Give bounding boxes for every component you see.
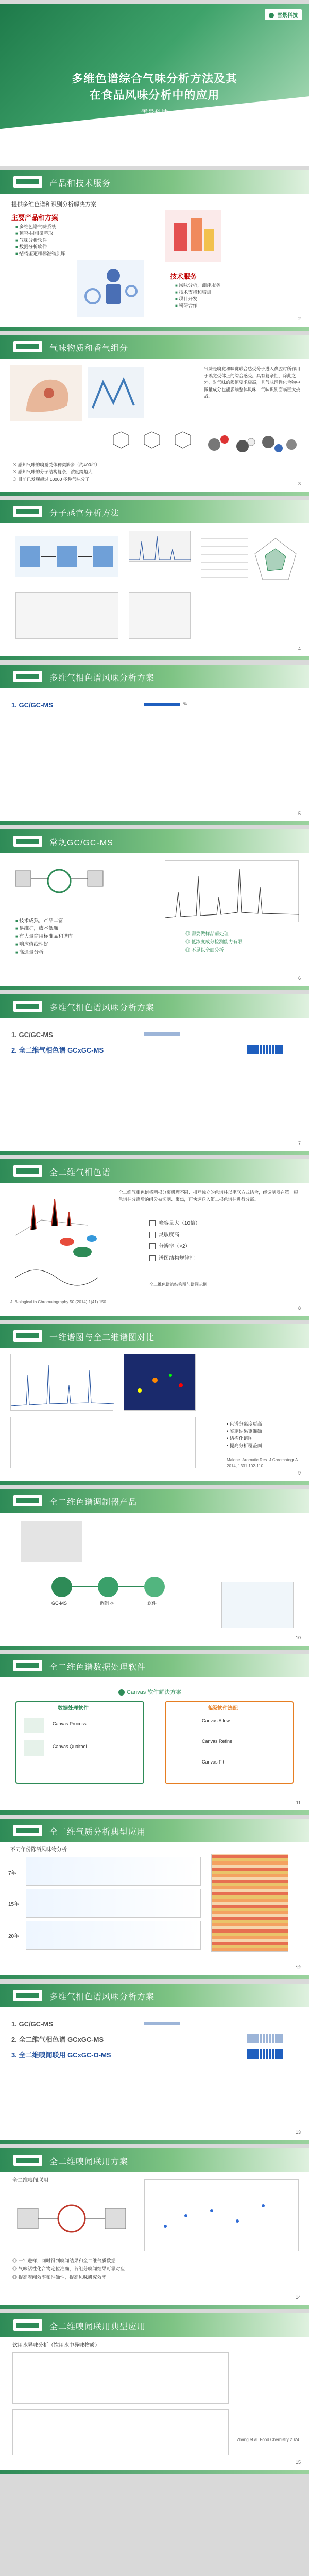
compare-note-1: • 色谱分离度更高 (227, 1421, 262, 1427)
list-item: ■ 响应值线性好 (15, 941, 73, 948)
analysis-photos (129, 592, 191, 639)
slide-footer (0, 1316, 309, 1320)
instrument-icon (165, 210, 221, 262)
cover-title-line1: 多维色谱综合气味分析方法及其 (71, 72, 237, 85)
header-title: 分子感官分析方法 (49, 509, 120, 518)
list-item: ■ 易维护，成本低廉 (15, 925, 73, 933)
gcxgc-column-diagram (10, 1262, 103, 1293)
flow-diagram-icon (31, 1571, 185, 1623)
gc-advantages-list (15, 917, 73, 956)
gcxgc-o-bullet-1: ◎ 一针进样，同时得到嗅闻结果和全二维气质数据 (12, 2258, 116, 2263)
radar-icon (252, 536, 299, 582)
flow-label: 软件 (147, 1601, 157, 1606)
page-number: 4 (298, 646, 301, 651)
feature-item (149, 1255, 200, 1263)
list-item: ■ 技术成熟，产品丰富 (15, 917, 73, 925)
list-item: ■ 顶空-固相微萃取 (15, 230, 65, 237)
method-item-1: 1. GC/GC-MS (11, 701, 53, 709)
slide-gcxgc-o (0, 2148, 309, 2309)
slide-modulator-products (0, 1489, 309, 1650)
data-table-image (201, 531, 247, 587)
header-title: 气味物质和香气组分 (49, 344, 129, 353)
gcxgc-o-schematic (12, 2188, 131, 2244)
slide-products (0, 170, 309, 331)
page-number: 13 (295, 2130, 301, 2135)
feature-icon (149, 1243, 156, 1249)
gc-limitation-3: ◎ 不足以全面分析 (185, 947, 224, 953)
instrument-photo (21, 1521, 82, 1562)
software-panel-left (15, 1701, 144, 1784)
receptor-icon (88, 367, 144, 418)
reference: Zhang et al. Food Chemistry 2024 (237, 2437, 299, 2442)
method-bar-1 (144, 703, 180, 706)
tech-service-title: 技术服务 (170, 273, 197, 280)
gc-schematic-icon (10, 860, 108, 902)
slide-sensory-methods (0, 500, 309, 660)
software-brand (118, 1689, 181, 1697)
workflow-icons (15, 536, 118, 577)
gc-schematic (10, 860, 108, 902)
slide-header (0, 1819, 309, 1842)
schematic-icon (12, 2188, 131, 2244)
page-number: 7 (298, 1141, 301, 1146)
list-item: ■ 多维色谱气味系统 (15, 224, 65, 230)
feature-icon (149, 1220, 156, 1226)
reference: Malone, Aromatic Res. J Chromatogr A 2014, 1331 102-110 (227, 1458, 298, 1468)
cover-date: 2025.4 (145, 117, 164, 125)
radar-chart (252, 536, 299, 582)
slide-footer (0, 2140, 309, 2144)
1d-chromatogram-icon (11, 1354, 114, 1411)
slide-header (0, 994, 309, 1018)
method-grid-2 (247, 1045, 283, 1054)
feature-label: 灵敏度高 (159, 1232, 179, 1238)
list-item: ■ 科研合作 (175, 302, 220, 309)
header-title: 全二维嗅闻联用方案 (49, 2158, 129, 2166)
cover-company: 雪景科技 (141, 109, 168, 116)
2d-peak-zoom (124, 1417, 196, 1468)
application-plot-top (12, 2352, 229, 2404)
feature-list (149, 1220, 200, 1262)
compare-note-2: • 鉴定结果更准确 (227, 1429, 262, 1434)
slide-mdgc-3 (0, 1984, 309, 2144)
method-item-3: 3. 全二维嗅闻联用 GCxGC-O-MS (11, 2051, 111, 2059)
header-title: 多维气相色谱风味分析方案 (49, 1004, 155, 1012)
slide-header (0, 170, 309, 194)
molecule-icons (204, 427, 302, 463)
gc-chromatogram-icon (165, 861, 299, 923)
note-3: ⊙ 目前已发现超过 10000 多种气味分子 (12, 477, 90, 482)
odor-description: 气味是嗅觉和味觉联合感受分子进入鼻腔时所作用于嗅觉受体上的综合感受。具有复杂性，除此之外，对气味的阈值要求极高，且气味活性化合物中微量成分也能影响整体风味，气味识别面临巨大挑战。 (204, 366, 301, 399)
brand-label: Canvas 软件解决方案 (127, 1689, 182, 1696)
slide-footer (0, 656, 309, 660)
slide-footer (0, 1481, 309, 1485)
page-number: 14 (295, 2295, 301, 2300)
slide-header (0, 1984, 309, 2007)
slide-header (0, 2313, 309, 2337)
1d-chromatogram (10, 1354, 113, 1411)
slide-header (0, 500, 309, 523)
feature-label: 峰容量大（10倍） (159, 1221, 201, 1226)
company-logo (265, 9, 302, 20)
gcxgc-o-contour (144, 2179, 299, 2251)
list-item: ■ 结构鉴定和标准物质库 (15, 250, 65, 257)
cover-slide (0, 4, 309, 166)
receptor-diagram (88, 367, 144, 418)
panel-title: 数据处理软件 (58, 1706, 89, 1711)
subtitle: 提供多维色谱和识别分析解决方案 (11, 201, 96, 208)
slide-header (0, 335, 309, 359)
page-number: 8 (298, 1306, 301, 1311)
list-item: ■ 高通量分析 (15, 948, 73, 956)
logo-icon (269, 13, 274, 18)
compare-note-4: • 提高分析覆盖面 (227, 1443, 262, 1448)
header-title: 全二维色谱调制器产品 (49, 1498, 138, 1507)
2d-contour-icon (124, 1354, 196, 1411)
year-label: 15年 (8, 1902, 20, 1907)
slide-footer (0, 1975, 309, 1979)
workflow-diagram (15, 536, 118, 577)
application-subtitle: 饮用水异味分析（饮用水中异味物质） (12, 2343, 100, 2348)
gcxgc-o-subtitle: 全二维嗅闻联用 (12, 2178, 48, 2183)
feature-label: 谱图结构规律性 (159, 1255, 195, 1261)
slide-header (0, 665, 309, 688)
feature-item (149, 1220, 200, 1228)
slide-header (0, 2148, 309, 2172)
sample-photos (15, 592, 118, 639)
slide-footer (0, 327, 309, 331)
list-item: ■ 有大量商用标准品和谱库 (15, 933, 73, 940)
note-1: ⊙ 感知气味的嗅觉受体种类繁多（约400种） (12, 462, 100, 467)
contour-plot-20y (26, 1921, 201, 1950)
logo-text: 雪景科技 (277, 13, 298, 19)
slide-footer (0, 986, 309, 990)
software-panel-right (165, 1701, 294, 1784)
method-item-2: 2. 全二维气相色谱 GCxGC-MS (11, 2036, 104, 2043)
gc-chromatogram (165, 860, 299, 922)
slide-conventional-gc (0, 829, 309, 990)
tech-service-list (175, 282, 220, 309)
page-number: 9 (298, 1470, 301, 1476)
column-icon (10, 1262, 103, 1293)
method-grid-2 (247, 2034, 283, 2043)
gcxgc-o-bullet-2: ◎ 气味活性化合物定位准确，各组分嗅闻结果可靠对应 (12, 2266, 125, 2272)
list-item: ■ 技术支持和培训 (175, 289, 220, 296)
slide-1d-vs-2d (0, 1324, 309, 1485)
slide-mdgc-2 (0, 994, 309, 1155)
header-title: 多维气相色谱风味分析方案 (49, 674, 155, 683)
modulator-product-photo (221, 1582, 294, 1628)
slide-header (0, 1324, 309, 1348)
method-bar-1 (144, 1032, 180, 1036)
header-title: 产品和技术服务 (49, 179, 111, 188)
flow-diagram (31, 1571, 185, 1623)
heatmap (211, 1854, 288, 1952)
slide-footer (0, 1810, 309, 1815)
feature-icon (149, 1232, 156, 1238)
slide-mdgc-intro (0, 665, 309, 825)
year-label: 7年 (8, 1871, 16, 1876)
figure-caption: 全二维色谱的结构图与谱图示例 (149, 1282, 207, 1287)
header-title: 一维谱图与全二维谱图对比 (49, 1333, 155, 1342)
method-item-2: 2. 全二维气相色谱 GCxGC-MS (11, 1046, 104, 1054)
application-plot-bottom (12, 2409, 229, 2455)
slide-footer (0, 492, 309, 496)
compare-note-3: • 结构化谱图 (227, 1436, 253, 1441)
main-products-list (15, 224, 65, 257)
list-item: ■ 气味分析软件 (15, 237, 65, 244)
method-item-1: 1. GC/GC-MS (11, 1031, 53, 1039)
page-number: 12 (295, 1965, 301, 1970)
list-item: ■ 项目开发 (175, 296, 220, 302)
gcxgc-o-bullet-3: ◎ 提高嗅闻效率和准确性，提高风味研究效率 (12, 2275, 107, 2280)
header-title: 常规GC/GC-MS (49, 839, 113, 848)
software-item: Canvas Allow (202, 1718, 230, 1723)
year-label: 20年 (8, 1934, 20, 1939)
slide-footer (0, 1151, 309, 1155)
method-grid-3 (247, 2049, 283, 2059)
olfactory-diagram (10, 365, 82, 421)
nose-icon (10, 365, 82, 421)
slide-canvas-software (0, 1654, 309, 1815)
slide-header (0, 1159, 309, 1183)
slide-gcxgc-o-application (0, 2313, 309, 2474)
header-title: 全二维气质分析典型应用 (49, 1828, 146, 1837)
note-2: ⊙ 感知气味的分子结构复杂，浓度跨越大 (12, 469, 93, 474)
header-title: 多维气相色谱风味分析方案 (49, 1993, 155, 2002)
slide-header (0, 829, 309, 853)
panel-title: 高级软件选配 (207, 1706, 238, 1711)
page-number: 10 (295, 1635, 301, 1640)
feature-item (149, 1232, 200, 1240)
slide-footer (0, 1646, 309, 1650)
software-icon (24, 1718, 44, 1733)
method-item-1: 1. GC/GC-MS (11, 2020, 53, 2028)
cover-title-line2: 在食品风味分析中的应用 (89, 89, 220, 101)
reference: J. Biological in Chromatography 50 (2014) 1(41) 150 (10, 1300, 106, 1304)
page-number: 6 (298, 976, 301, 981)
method-bar-marker: % (183, 702, 187, 706)
software-item: Canvas Fit (202, 1759, 225, 1765)
page-number: 3 (298, 481, 301, 486)
gc-limitation-1: ◎ 需要做样品前处理 (185, 931, 229, 936)
header-title: 全二维色谱数据处理软件 (49, 1663, 146, 1672)
contour-icon (52, 1226, 103, 1267)
slide-header (0, 1489, 309, 1513)
slide-footer (0, 821, 309, 825)
method-bar-1 (144, 2022, 180, 2025)
page-number: 15 (295, 2460, 301, 2465)
canvas-logo-icon (118, 1689, 125, 1696)
header-title: 全二维气相色谱 (49, 1168, 111, 1177)
slide-footer (0, 2305, 309, 2309)
contour-icon (145, 2180, 299, 2252)
instrument-image (165, 210, 221, 262)
contour-plot-7y (26, 1857, 201, 1886)
molecule-images (204, 427, 302, 463)
software-item: Canvas Process (53, 1721, 87, 1726)
software-icon (24, 1740, 44, 1756)
application-subtitle: 不同年份陈酒风味物分析 (10, 1847, 67, 1853)
feature-item (149, 1243, 200, 1251)
feature-label: 分辨率（×2） (159, 1244, 191, 1249)
flow-label: 调制器 (100, 1601, 114, 1606)
slide-gcxgc (0, 1159, 309, 1320)
flow-label: GC-MS (52, 1601, 67, 1606)
person-icon (77, 260, 144, 317)
slide-header (0, 1654, 309, 1677)
software-item: Canvas Refine (202, 1739, 233, 1744)
gc-limitation-2: ◎ 低浓度成分检测能力有限 (185, 939, 243, 944)
main-products-title: 主要产品和方案 (11, 214, 59, 222)
gcxgc-contour (52, 1226, 103, 1267)
header-title: 全二维嗅闻联用典型应用 (49, 2323, 146, 2331)
chromatogram-image (129, 531, 191, 562)
structure-icons (103, 428, 196, 459)
software-item: Canvas Qualtool (53, 1744, 87, 1749)
page-number: 5 (298, 811, 301, 816)
2d-contour-plot (124, 1354, 196, 1411)
gcxgc-description: 全二维气相色谱将两根分离机理不同、相互独立的色谱柱以串联方式结合，经调制器在第一根色谱柱分离后的组分被切割、聚焦，再快速送入第二根色谱柱进行分离。 (118, 1190, 298, 1202)
page-number: 2 (298, 316, 301, 321)
feature-icon (149, 1255, 156, 1261)
service-illustration (77, 260, 144, 317)
chromatogram-icon (129, 531, 191, 562)
contour-plot-15y (26, 1889, 201, 1918)
list-item: ■ 风味分析，测评服务 (175, 282, 220, 289)
list-item: ■ 数据分析软件 (15, 244, 65, 250)
table-icon (201, 531, 248, 588)
slide-odor-substances (0, 335, 309, 496)
slide-liquor-application (0, 1819, 309, 1979)
page-number: 11 (296, 1800, 301, 1805)
molecule-structures (103, 428, 196, 459)
1d-peak-zoom (10, 1417, 113, 1468)
slide-footer (0, 2470, 309, 2474)
